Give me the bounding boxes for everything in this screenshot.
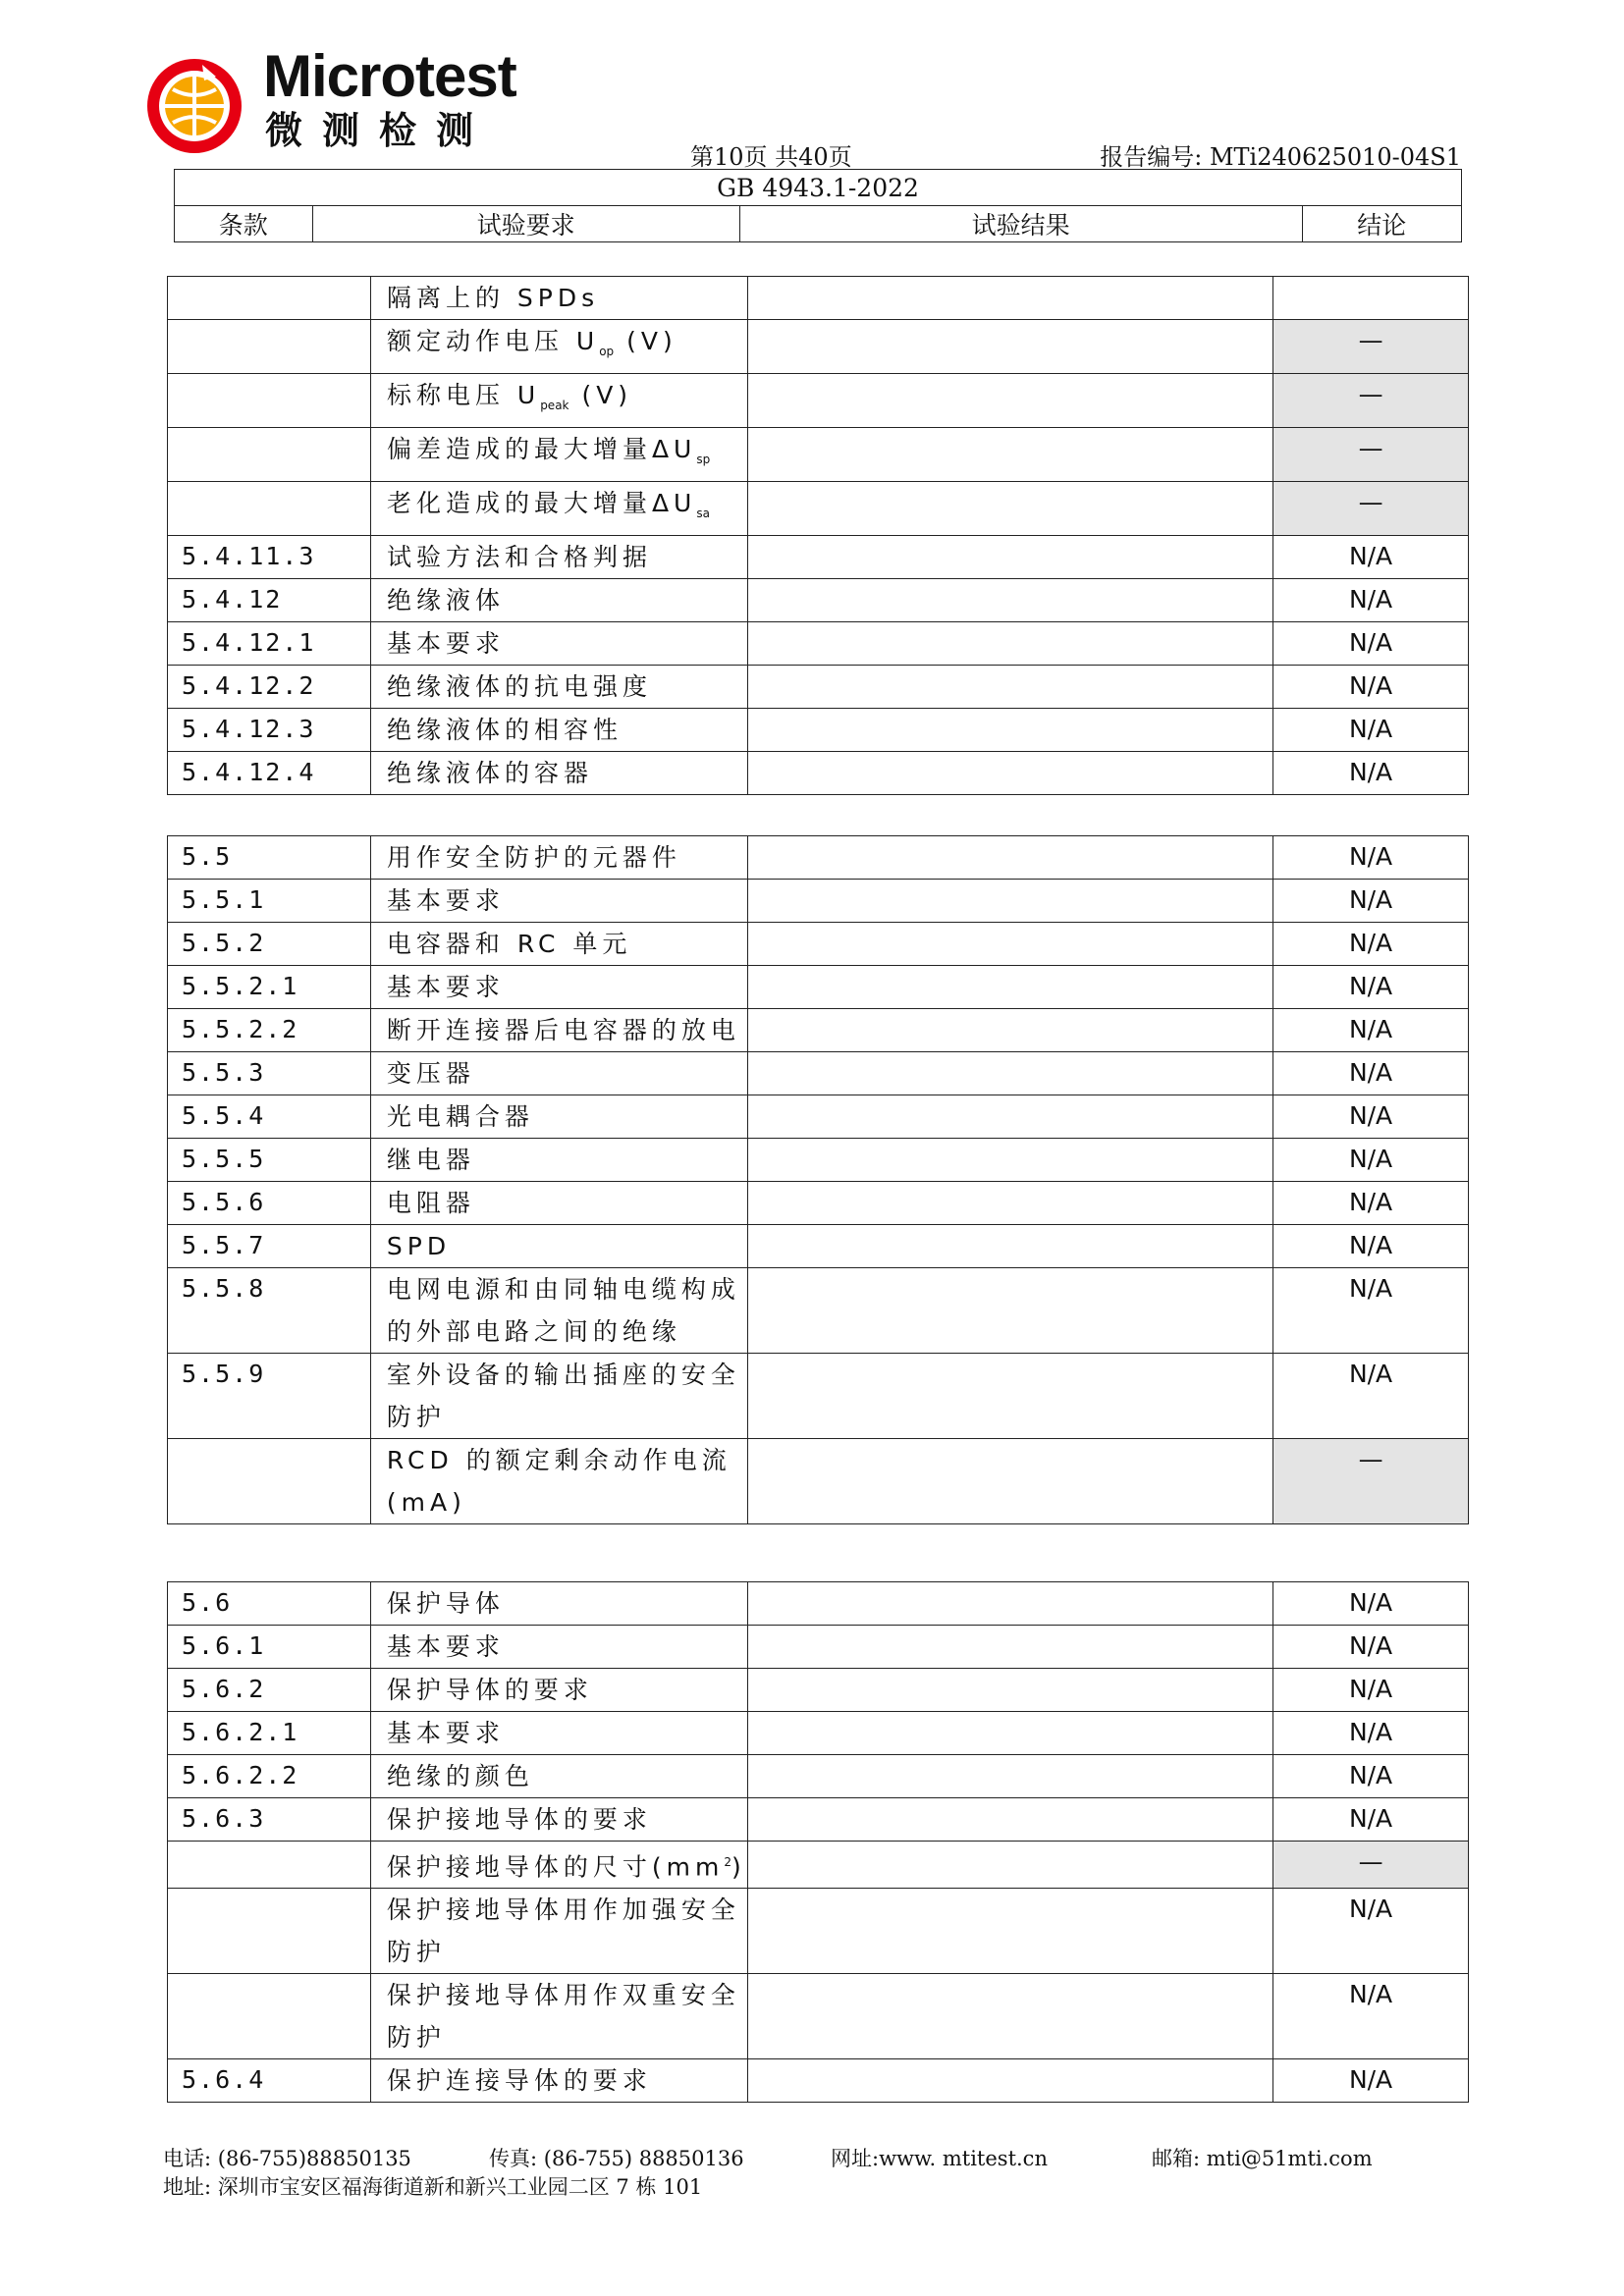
verdict-cell: N/A: [1273, 579, 1469, 622]
requirement-text: 变压器: [386, 1059, 475, 1088]
verdict-cell: N/A: [1273, 536, 1469, 579]
requirement-cell: [370, 1842, 747, 1889]
requirement-text: 断开连接器后电容器的放电: [386, 1016, 740, 1044]
result-cell: [747, 1268, 1272, 1354]
clause-number: 5.6.2.1: [168, 1712, 371, 1755]
requirement-text: RCD 的额定剩余动作电流(mA): [386, 1446, 731, 1517]
requirement-cell: [370, 277, 747, 320]
clause-number: [168, 1889, 371, 1974]
result-cell: [747, 1842, 1272, 1889]
verdict-cell: N/A: [1273, 1712, 1469, 1755]
verdict-cell: N/A: [1273, 2059, 1469, 2103]
requirement-cell: [370, 1139, 747, 1182]
footer-phone: 电话: (86-755)88850135: [163, 2147, 411, 2170]
requirement-subscript: op: [599, 345, 615, 358]
requirement-text: 保护导体: [386, 1589, 505, 1618]
requirement-text: 保护接地导体用作加强安全防护: [386, 1896, 740, 1967]
requirement-text: 额定动作电压 U: [386, 327, 600, 355]
verdict-cell: N/A: [1273, 709, 1469, 752]
verdict-cell: N/A: [1273, 1139, 1469, 1182]
result-cell: [747, 622, 1272, 666]
table-row: [168, 320, 1469, 374]
result-cell: [747, 666, 1272, 709]
requirement-cell: [370, 1354, 747, 1439]
requirement-text: 基本要求: [386, 973, 505, 1001]
clause-number: [168, 277, 371, 320]
requirement-text: 保护接地导体的尺寸(mm: [386, 1852, 725, 1882]
clause-number: [168, 1842, 371, 1889]
table-row: [168, 1889, 1469, 1974]
requirement-cell: [370, 1889, 747, 1974]
result-cell: [747, 1669, 1272, 1712]
requirement-cell: [370, 966, 747, 1009]
requirement-suffix: ): [731, 1852, 746, 1882]
result-cell: [747, 1439, 1272, 1524]
requirement-text: 保护连接导体的要求: [386, 2066, 652, 2096]
result-cell: [747, 1182, 1272, 1225]
col-result-header: 试验结果: [739, 206, 1302, 242]
table-row: [168, 579, 1469, 622]
requirement-text: 保护接地导体用作双重安全防护: [386, 1981, 740, 2053]
table-row: [168, 1182, 1469, 1225]
requirement-cell: [370, 374, 747, 428]
table-row: [168, 1755, 1469, 1798]
result-cell: [747, 1582, 1272, 1626]
verdict-cell: N/A: [1273, 1182, 1469, 1225]
clause-number: 5.5.2.1: [168, 966, 371, 1009]
requirement-cell: [370, 320, 747, 374]
result-cell: [747, 1354, 1272, 1439]
clause-number: [168, 428, 371, 482]
verdict-cell: [1273, 277, 1469, 320]
requirement-cell: [370, 709, 747, 752]
clause-number: 5.5.1: [168, 880, 371, 923]
clause-table-5-6: [167, 1581, 1469, 2103]
requirement-cell: [370, 752, 747, 795]
requirement-text: 绝缘液体: [386, 586, 505, 614]
result-cell: [747, 1712, 1272, 1755]
verdict-cell: —: [1273, 1439, 1469, 1524]
verdict-cell: N/A: [1273, 1755, 1469, 1798]
clause-number: 5.4.12.4: [168, 752, 371, 795]
result-cell: [747, 1974, 1272, 2059]
verdict-cell: N/A: [1273, 1225, 1469, 1268]
requirement-text: 绝缘液体的容器: [386, 759, 593, 787]
table-row: [168, 836, 1469, 880]
table-row: [168, 1225, 1469, 1268]
report-number: 报告编号: MTi240625010-04S1: [1100, 143, 1461, 171]
result-cell: [747, 836, 1272, 880]
clause-number: 5.4.12.1: [168, 622, 371, 666]
requirement-text: 保护导体的要求: [386, 1676, 593, 1704]
verdict-cell: N/A: [1273, 836, 1469, 880]
table-row: [168, 1268, 1469, 1354]
table-row: [168, 923, 1469, 966]
verdict-cell: N/A: [1273, 923, 1469, 966]
clause-table-5-4: [167, 276, 1469, 795]
clause-number: 5.5.6: [168, 1182, 371, 1225]
requirement-text: 电网电源和由同轴电缆构成的外部电路之间的绝缘: [386, 1275, 740, 1346]
table-row: [168, 966, 1469, 1009]
clause-number: 5.4.12.3: [168, 709, 371, 752]
table-row: [168, 1712, 1469, 1755]
result-cell: [747, 374, 1272, 428]
result-cell: [747, 1052, 1272, 1095]
table-row: [168, 1974, 1469, 2059]
verdict-cell: N/A: [1273, 880, 1469, 923]
verdict-cell: —: [1273, 320, 1469, 374]
clause-number: 5.5.5: [168, 1139, 371, 1182]
requirement-superscript: 2: [724, 1855, 732, 1869]
verdict-cell: N/A: [1273, 1669, 1469, 1712]
table-row: [168, 536, 1469, 579]
result-cell: [747, 1889, 1272, 1974]
clause-number: 5.6.1: [168, 1626, 371, 1669]
requirement-subscript: peak: [540, 399, 569, 412]
requirement-subscript: sa: [696, 507, 710, 520]
table-row: [168, 752, 1469, 795]
requirement-text: 基本要求: [386, 629, 505, 658]
verdict-cell: N/A: [1273, 1889, 1469, 1974]
requirement-text: 电阻器: [386, 1189, 475, 1217]
table-row: [168, 482, 1469, 536]
footer-email: 邮箱: mti@51mti.com: [1152, 2147, 1373, 2170]
table-row: [168, 277, 1469, 320]
clause-number: 5.5.8: [168, 1268, 371, 1354]
table-row: [168, 1669, 1469, 1712]
requirement-text: 绝缘液体的抗电强度: [386, 672, 652, 701]
requirement-text: 试验方法和合格判据: [386, 543, 652, 571]
requirement-cell: [370, 2059, 747, 2103]
requirement-cell: [370, 1669, 747, 1712]
table-row: [168, 622, 1469, 666]
requirement-cell: [370, 923, 747, 966]
result-cell: [747, 1095, 1272, 1139]
clause-number: [168, 320, 371, 374]
requirement-text: 基本要求: [386, 886, 505, 915]
table-row: [168, 1009, 1469, 1052]
verdict-cell: N/A: [1273, 1798, 1469, 1842]
table-row: [168, 1798, 1469, 1842]
result-cell: [747, 536, 1272, 579]
table-row: [168, 2059, 1469, 2103]
verdict-cell: N/A: [1273, 1095, 1469, 1139]
table-row: [168, 666, 1469, 709]
clause-number: [168, 482, 371, 536]
result-cell: [747, 880, 1272, 923]
standard-code: GB 4943.1-2022: [175, 170, 1462, 206]
requirement-text: 偏差造成的最大增量ΔU: [386, 435, 697, 463]
result-cell: [747, 482, 1272, 536]
requirement-text: 基本要求: [386, 1719, 505, 1747]
requirement-cell: [370, 1268, 747, 1354]
verdict-cell: —: [1273, 428, 1469, 482]
verdict-cell: N/A: [1273, 1009, 1469, 1052]
result-cell: [747, 320, 1272, 374]
verdict-cell: —: [1273, 374, 1469, 428]
requirement-cell: [370, 1439, 747, 1524]
clause-number: 5.5.2: [168, 923, 371, 966]
clause-number: 5.5.9: [168, 1354, 371, 1439]
table-row: [168, 1842, 1469, 1889]
requirement-cell: [370, 1052, 747, 1095]
requirement-cell: [370, 1582, 747, 1626]
requirement-text: 用作安全防护的元器件: [386, 843, 681, 872]
clause-number: 5.6.2.2: [168, 1755, 371, 1798]
result-cell: [747, 1755, 1272, 1798]
requirement-cell: [370, 428, 747, 482]
requirement-text: 室外设备的输出插座的安全防护: [386, 1361, 740, 1431]
verdict-cell: N/A: [1273, 1268, 1469, 1354]
clause-number: 5.5.4: [168, 1095, 371, 1139]
brand-name: Microtest: [263, 43, 516, 109]
requirement-suffix: (V): [614, 327, 677, 355]
requirement-cell: [370, 579, 747, 622]
clause-number: 5.6.4: [168, 2059, 371, 2103]
clause-number: [168, 1974, 371, 2059]
table-row: [168, 1139, 1469, 1182]
requirement-cell: [370, 1182, 747, 1225]
result-cell: [747, 579, 1272, 622]
result-cell: [747, 1139, 1272, 1182]
clause-number: 5.6: [168, 1582, 371, 1626]
requirement-text: 隔离上的 SPDs: [386, 284, 600, 312]
footer-fax: 传真: (86-755) 88850136: [489, 2147, 744, 2170]
requirement-suffix: (V): [568, 381, 633, 409]
verdict-cell: N/A: [1273, 966, 1469, 1009]
requirement-cell: [370, 1755, 747, 1798]
requirement-cell: [370, 1798, 747, 1842]
requirement-text: 绝缘液体的相容性: [386, 716, 623, 744]
table-row: [168, 1439, 1469, 1524]
result-cell: [747, 1626, 1272, 1669]
requirement-text: 基本要求: [386, 1632, 505, 1661]
requirement-text: 继电器: [386, 1146, 475, 1174]
clause-number: 5.5: [168, 836, 371, 880]
requirement-cell: [370, 622, 747, 666]
header-table: [174, 169, 1462, 242]
requirement-text: 电容器和 RC 单元: [386, 930, 632, 958]
requirement-cell: [370, 1626, 747, 1669]
clause-number: [168, 1439, 371, 1524]
col-clause-header: 条款: [175, 206, 313, 242]
verdict-cell: —: [1273, 482, 1469, 536]
clause-number: 5.4.12: [168, 579, 371, 622]
clause-table-5-5: [167, 835, 1469, 1524]
requirement-text: 老化造成的最大增量ΔU: [386, 489, 697, 517]
clause-number: 5.4.12.2: [168, 666, 371, 709]
verdict-cell: N/A: [1273, 1626, 1469, 1669]
clause-number: [168, 374, 371, 428]
table-row: [168, 1354, 1469, 1439]
clause-number: 5.5.2.2: [168, 1009, 371, 1052]
table-row: [168, 880, 1469, 923]
result-cell: [747, 752, 1272, 795]
requirement-cell: [370, 536, 747, 579]
microtest-logo-icon: [145, 57, 244, 155]
verdict-cell: N/A: [1273, 1354, 1469, 1439]
verdict-cell: N/A: [1273, 752, 1469, 795]
requirement-cell: [370, 880, 747, 923]
requirement-cell: [370, 836, 747, 880]
table-row: [168, 1095, 1469, 1139]
table-row: [168, 709, 1469, 752]
requirement-text: 绝缘的颜色: [386, 1762, 534, 1790]
requirement-cell: [370, 1712, 747, 1755]
clause-number: 5.4.11.3: [168, 536, 371, 579]
page-info: 第10页 共40页: [690, 143, 852, 171]
table-row: [168, 1582, 1469, 1626]
requirement-cell: [370, 482, 747, 536]
brand-name-cn: 微测检测: [265, 109, 494, 152]
result-cell: [747, 277, 1272, 320]
result-cell: [747, 428, 1272, 482]
table-row: [168, 374, 1469, 428]
requirement-cell: [370, 1009, 747, 1052]
result-cell: [747, 1009, 1272, 1052]
result-cell: [747, 966, 1272, 1009]
result-cell: [747, 923, 1272, 966]
clause-number: 5.6.2: [168, 1669, 371, 1712]
footer-address: 地址: 深圳市宝安区福海街道新和新兴工业园二区 7 栋 101: [163, 2175, 703, 2199]
table-row: [168, 428, 1469, 482]
clause-number: 5.5.7: [168, 1225, 371, 1268]
requirement-subscript: sp: [696, 453, 711, 466]
requirement-text: 标称电压 U: [386, 381, 541, 409]
table-row: [168, 1052, 1469, 1095]
verdict-cell: N/A: [1273, 1052, 1469, 1095]
verdict-cell: N/A: [1273, 1974, 1469, 2059]
verdict-cell: N/A: [1273, 1582, 1469, 1626]
result-cell: [747, 709, 1272, 752]
requirement-cell: [370, 1095, 747, 1139]
col-verdict-header: 结论: [1302, 206, 1461, 242]
col-requirement-header: 试验要求: [312, 206, 739, 242]
clause-number: 5.5.3: [168, 1052, 371, 1095]
clause-number: 5.6.3: [168, 1798, 371, 1842]
table-row: [168, 1626, 1469, 1669]
requirement-text: 保护接地导体的要求: [386, 1805, 652, 1834]
verdict-cell: N/A: [1273, 622, 1469, 666]
result-cell: [747, 2059, 1272, 2103]
requirement-cell: [370, 1225, 747, 1268]
footer-web: 网址:www. mtitest.cn: [831, 2147, 1048, 2170]
verdict-cell: N/A: [1273, 666, 1469, 709]
requirement-text: SPD: [386, 1232, 452, 1260]
requirement-cell: [370, 1974, 747, 2059]
result-cell: [747, 1225, 1272, 1268]
requirement-cell: [370, 666, 747, 709]
verdict-cell: —: [1273, 1842, 1469, 1889]
result-cell: [747, 1798, 1272, 1842]
requirement-text: 光电耦合器: [386, 1102, 534, 1131]
